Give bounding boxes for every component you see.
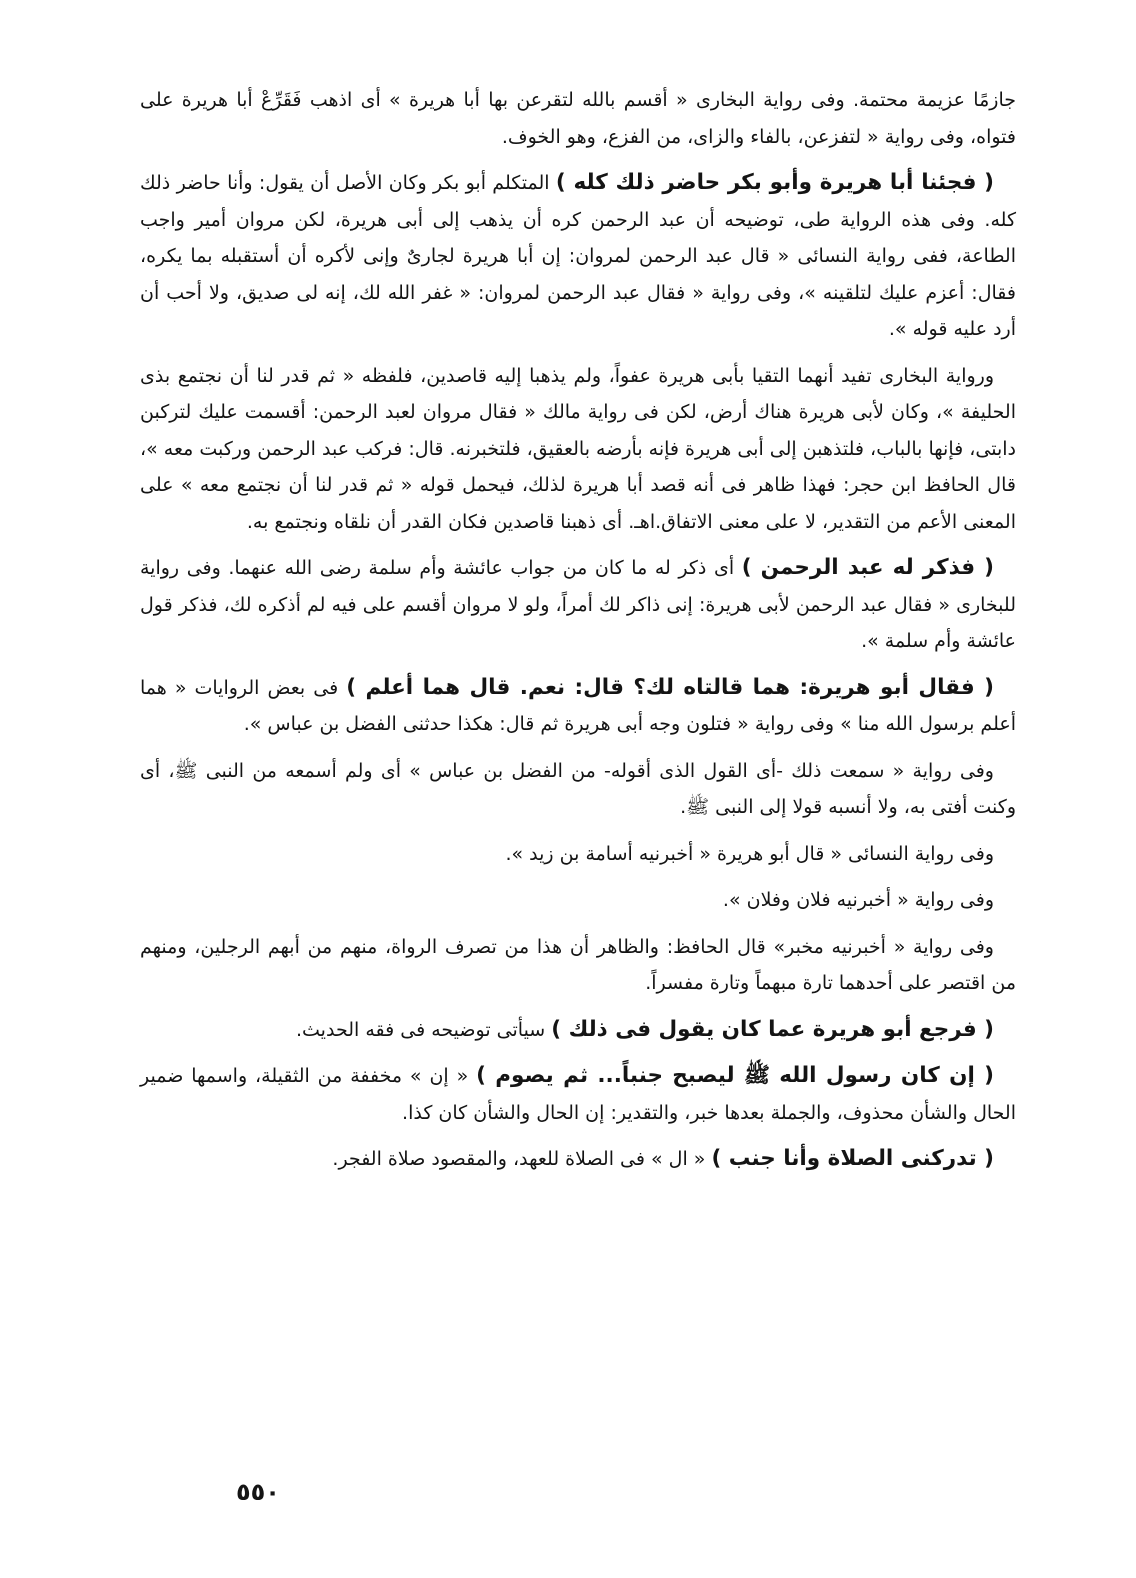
page-body <box>140 82 1016 1188</box>
paragraph-9-text: وفى رواية « أخبرنيه مخبر» قال الحافظ: والظاهر أن هذا من تصرف الرواة، منهم من أبهم الرجلين، ومنهم من اقتصر على أحدهما تارة مبهماً وتارة مفسراً. <box>140 935 1016 994</box>
paragraph-1 <box>140 82 1016 155</box>
paragraph-5 <box>140 670 1016 743</box>
paragraph-6-text: وفى رواية « سمعت ذلك -أى القول الذى أقوله- من الفضل بن عباس » أى ولم أسمعه من النبى ﷺ، أى وكنت أفتى به، ولا أنسبه قولا إلى النبى ﷺ. <box>140 759 1016 818</box>
paragraph-4-heading: ( فذكر له عبد الرحمن ) <box>741 555 994 580</box>
paragraph-4 <box>140 550 1016 660</box>
paragraph-11 <box>140 1058 1016 1131</box>
paragraph-11-text: « إن » مخففة من الثقيلة، واسمها ضمير الحال والشأن محذوف، والجملة بعدها خبر، والتقدير: إن الحال والشأن كان كذا. <box>140 1065 1016 1124</box>
paragraph-10-text: سيأتى توضيحه فى فقه الحديث. <box>295 1018 552 1041</box>
paragraph-7 <box>140 836 1016 873</box>
paragraph-5-text: فى بعض الروايات « هما أعلم برسول الله منا » وفى رواية « فتلون وجه أبى هريرة ثم قال: هكذا حدثنى الفضل بن عباس ». <box>140 676 1016 735</box>
paragraph-12-text: « ال » فى الصلاة للعهد، والمقصود صلاة الفجر. <box>332 1148 712 1170</box>
paragraph-3 <box>140 358 1016 541</box>
paragraph-7-text: وفى رواية النسائى « قال أبو هريرة « أخبرنيه أسامة بن زيد ». <box>505 842 994 865</box>
paragraph-12-heading: ( تدركنى الصلاة وأنا جنب ) <box>711 1146 994 1171</box>
paragraph-10-heading: ( فرجع أبو هريرة عما كان يقول فى ذلك ) <box>551 1016 994 1042</box>
paragraph-4-text: أى ذكر له ما كان من جواب عائشة وأم سلمة رضى الله عنهما. وفى رواية للبخارى « فقال عبد الرحمن لأبى هريرة: إنى ذاكر لك أمراً، ولو لا مروان أقسم على فيه لم أذكره لك، فذكر قول عائشة وأم سلمة ». <box>140 557 1016 652</box>
paragraph-6 <box>140 753 1016 826</box>
paragraph-8-text: وفى رواية « أخبرنيه فلان وفلان ». <box>722 889 994 911</box>
page-number: ٥٥٠ <box>236 1478 280 1506</box>
paragraph-10 <box>140 1012 1016 1049</box>
paragraph-2 <box>140 165 1016 348</box>
paragraph-12 <box>140 1141 1016 1178</box>
paragraph-1-text: جازمًا عزيمة محتمة. وفى رواية البخارى « أقسم بالله لتقرعن بها أبا هريرة » أى اذهب فَقَرِّعْ أبا هريرة على فتواه، وفى رواية « لتفزعن، بالفاء والزاى، من الفزع، وهو الخوف. <box>140 89 1016 148</box>
paragraph-2-text: المتكلم أبو بكر وكان الأصل أن يقول: وأنا حاضر ذلك كله. وفى هذه الرواية طى، توضيحه أن عبد الرحمن كره أن يذهب إلى أبى هريرة، لكن مروان أمير واجب الطاعة، ففى رواية النسائى « قال عبد الرحمن لمروان: إن أبا هريرة لجارىٌ وإنى لأكره أن أستقبله بما يكره، فقال: أعزم عليك لتلقينه »، وفى رواية « فقال عبد الرحمن لمروان: « غفر الله لك، إنه لى صديق، ولا أحب أن أرد عليه قوله ». <box>140 172 1016 340</box>
paragraph-11-heading: ( إن كان رسول الله ﷺ ليصبح جنباً... ثم يصوم ) <box>476 1063 994 1088</box>
paragraph-5-heading: ( فقال أبو هريرة: هما قالتاه لك؟ قال: نعم. قال هما أعلم ) <box>346 674 995 700</box>
paragraph-9 <box>140 929 1016 1002</box>
paragraph-2-heading: ( فجئنا أبا هريرة وأبو بكر حاضر ذلك كله ) <box>555 170 994 195</box>
paragraph-8 <box>140 882 1016 919</box>
paragraph-3-text: ورواية البخارى تفيد أنهما التقيا بأبى هريرة عفواً، ولم يذهبا إليه قاصدين، فلفظه « ثم قدر لنا أن نجتمع بذى الحليفة »، وكان لأبى هريرة هناك أرض، لكن فى رواية مالك « فقال مروان لعبد الرحمن: أقسمت عليك لتركبن دابتى، فإنها بالباب، فلتذهبن إلى أبى هريرة فإنه بأرضه بالعقيق، فلتخبرنه. قال: فركب عبد الرحمن وركبت معه »، قال الحافظ ابن حجر: فهذا ظاهر فى أنه قصد أبا هريرة لذلك، فيحمل قوله « ثم قدر لنا أن نجتمع معه » على المعنى الأعم من التقدير، لا على معنى الاتفاق.اهـ. أى ذهبنا قاصدين فكان القدر أن نلقاه ونجتمع به. <box>140 364 1016 533</box>
